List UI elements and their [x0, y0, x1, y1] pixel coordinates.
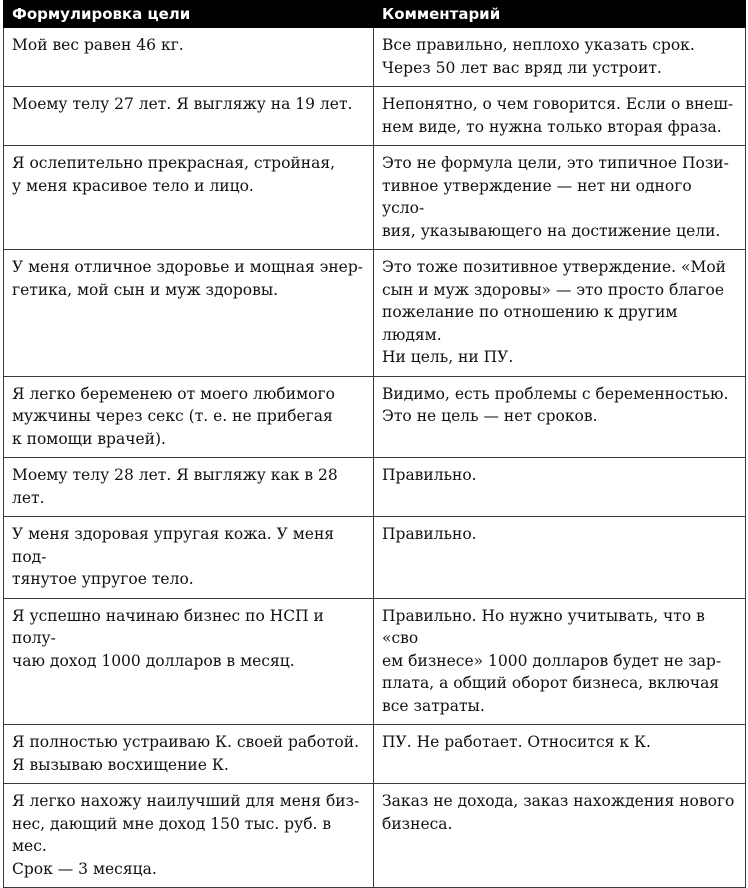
goals-table — [3, 0, 746, 888]
header-row — [4, 1, 746, 28]
table-row — [4, 250, 746, 377]
table-row — [4, 725, 746, 784]
table-row — [4, 146, 746, 250]
comment-cell: Непонятно, о чем говорится. Если о внеш- нем виде, то нужна только вторая фраза. — [374, 87, 746, 146]
header-goal-formulation: Формулировка цели — [4, 1, 374, 28]
goal-cell: У меня отличное здоровье и мощная энер- гетика, мой сын и муж здоровы. — [4, 250, 374, 377]
goal-cell: Я легко нахожу наилучший для меня биз- нес, дающий мне доход 150 тыс. руб. в мес. Срок — 3 месяца. — [4, 784, 374, 888]
goal-cell: Я полностью устраиваю К. своей работой. Я вызываю восхищение К. — [4, 725, 374, 784]
header-comment: Комментарий — [374, 1, 746, 28]
table-row — [4, 598, 746, 725]
comment-cell: Видимо, есть проблемы с беременностью. Это не цель — нет сроков. — [374, 376, 746, 458]
goal-cell: Я легко беременею от моего любимого мужчины через секс (т. е. не прибегая к помощи врачей). — [4, 376, 374, 458]
table-row — [4, 87, 746, 146]
goal-cell: Моему телу 28 лет. Я выгляжу как в 28 лет. — [4, 458, 374, 517]
goal-cell: У меня здоровая упругая кожа. У меня под- тянутое упругое тело. — [4, 517, 374, 599]
comment-cell: Заказ не дохода, заказ нахождения нового бизнеса. — [374, 784, 746, 888]
comment-cell: Это не формула цели, это типичное Пози- тивное утверждение — нет ни одного усло- вия, указывающего на достижение цели. — [374, 146, 746, 250]
goal-cell: Я ослепительно прекрасная, стройная, у меня красивое тело и лицо. — [4, 146, 374, 250]
comment-cell: Правильно. — [374, 517, 746, 599]
table-row — [4, 784, 746, 888]
goal-cell: Мой вес равен 46 кг. — [4, 28, 374, 87]
table-header — [4, 1, 746, 28]
goal-cell: Я успешно начинаю бизнес по НСП и полу- чаю доход 1000 долларов в месяц. — [4, 598, 374, 725]
comment-cell: Правильно. Но нужно учитывать, что в «сво ем бизнесе» 1000 долларов будет не зар- плата, а общий оборот бизнеса, включая все затраты. — [374, 598, 746, 725]
table-row — [4, 517, 746, 599]
table-body — [4, 28, 746, 888]
comment-cell: Все правильно, неплохо указать срок. Через 50 лет вас вряд ли устроит. — [374, 28, 746, 87]
comment-cell: ПУ. Не работает. Относится к К. — [374, 725, 746, 784]
comment-cell: Правильно. — [374, 458, 746, 517]
table-row — [4, 28, 746, 87]
comment-cell: Это тоже позитивное утверждение. «Мой сын и муж здоровы» — это просто благое пожелание по отношению к другим людям. Ни цель, ни ПУ. — [374, 250, 746, 377]
goal-cell: Моему телу 27 лет. Я выгляжу на 19 лет. — [4, 87, 374, 146]
table-row — [4, 376, 746, 458]
table-row — [4, 458, 746, 517]
